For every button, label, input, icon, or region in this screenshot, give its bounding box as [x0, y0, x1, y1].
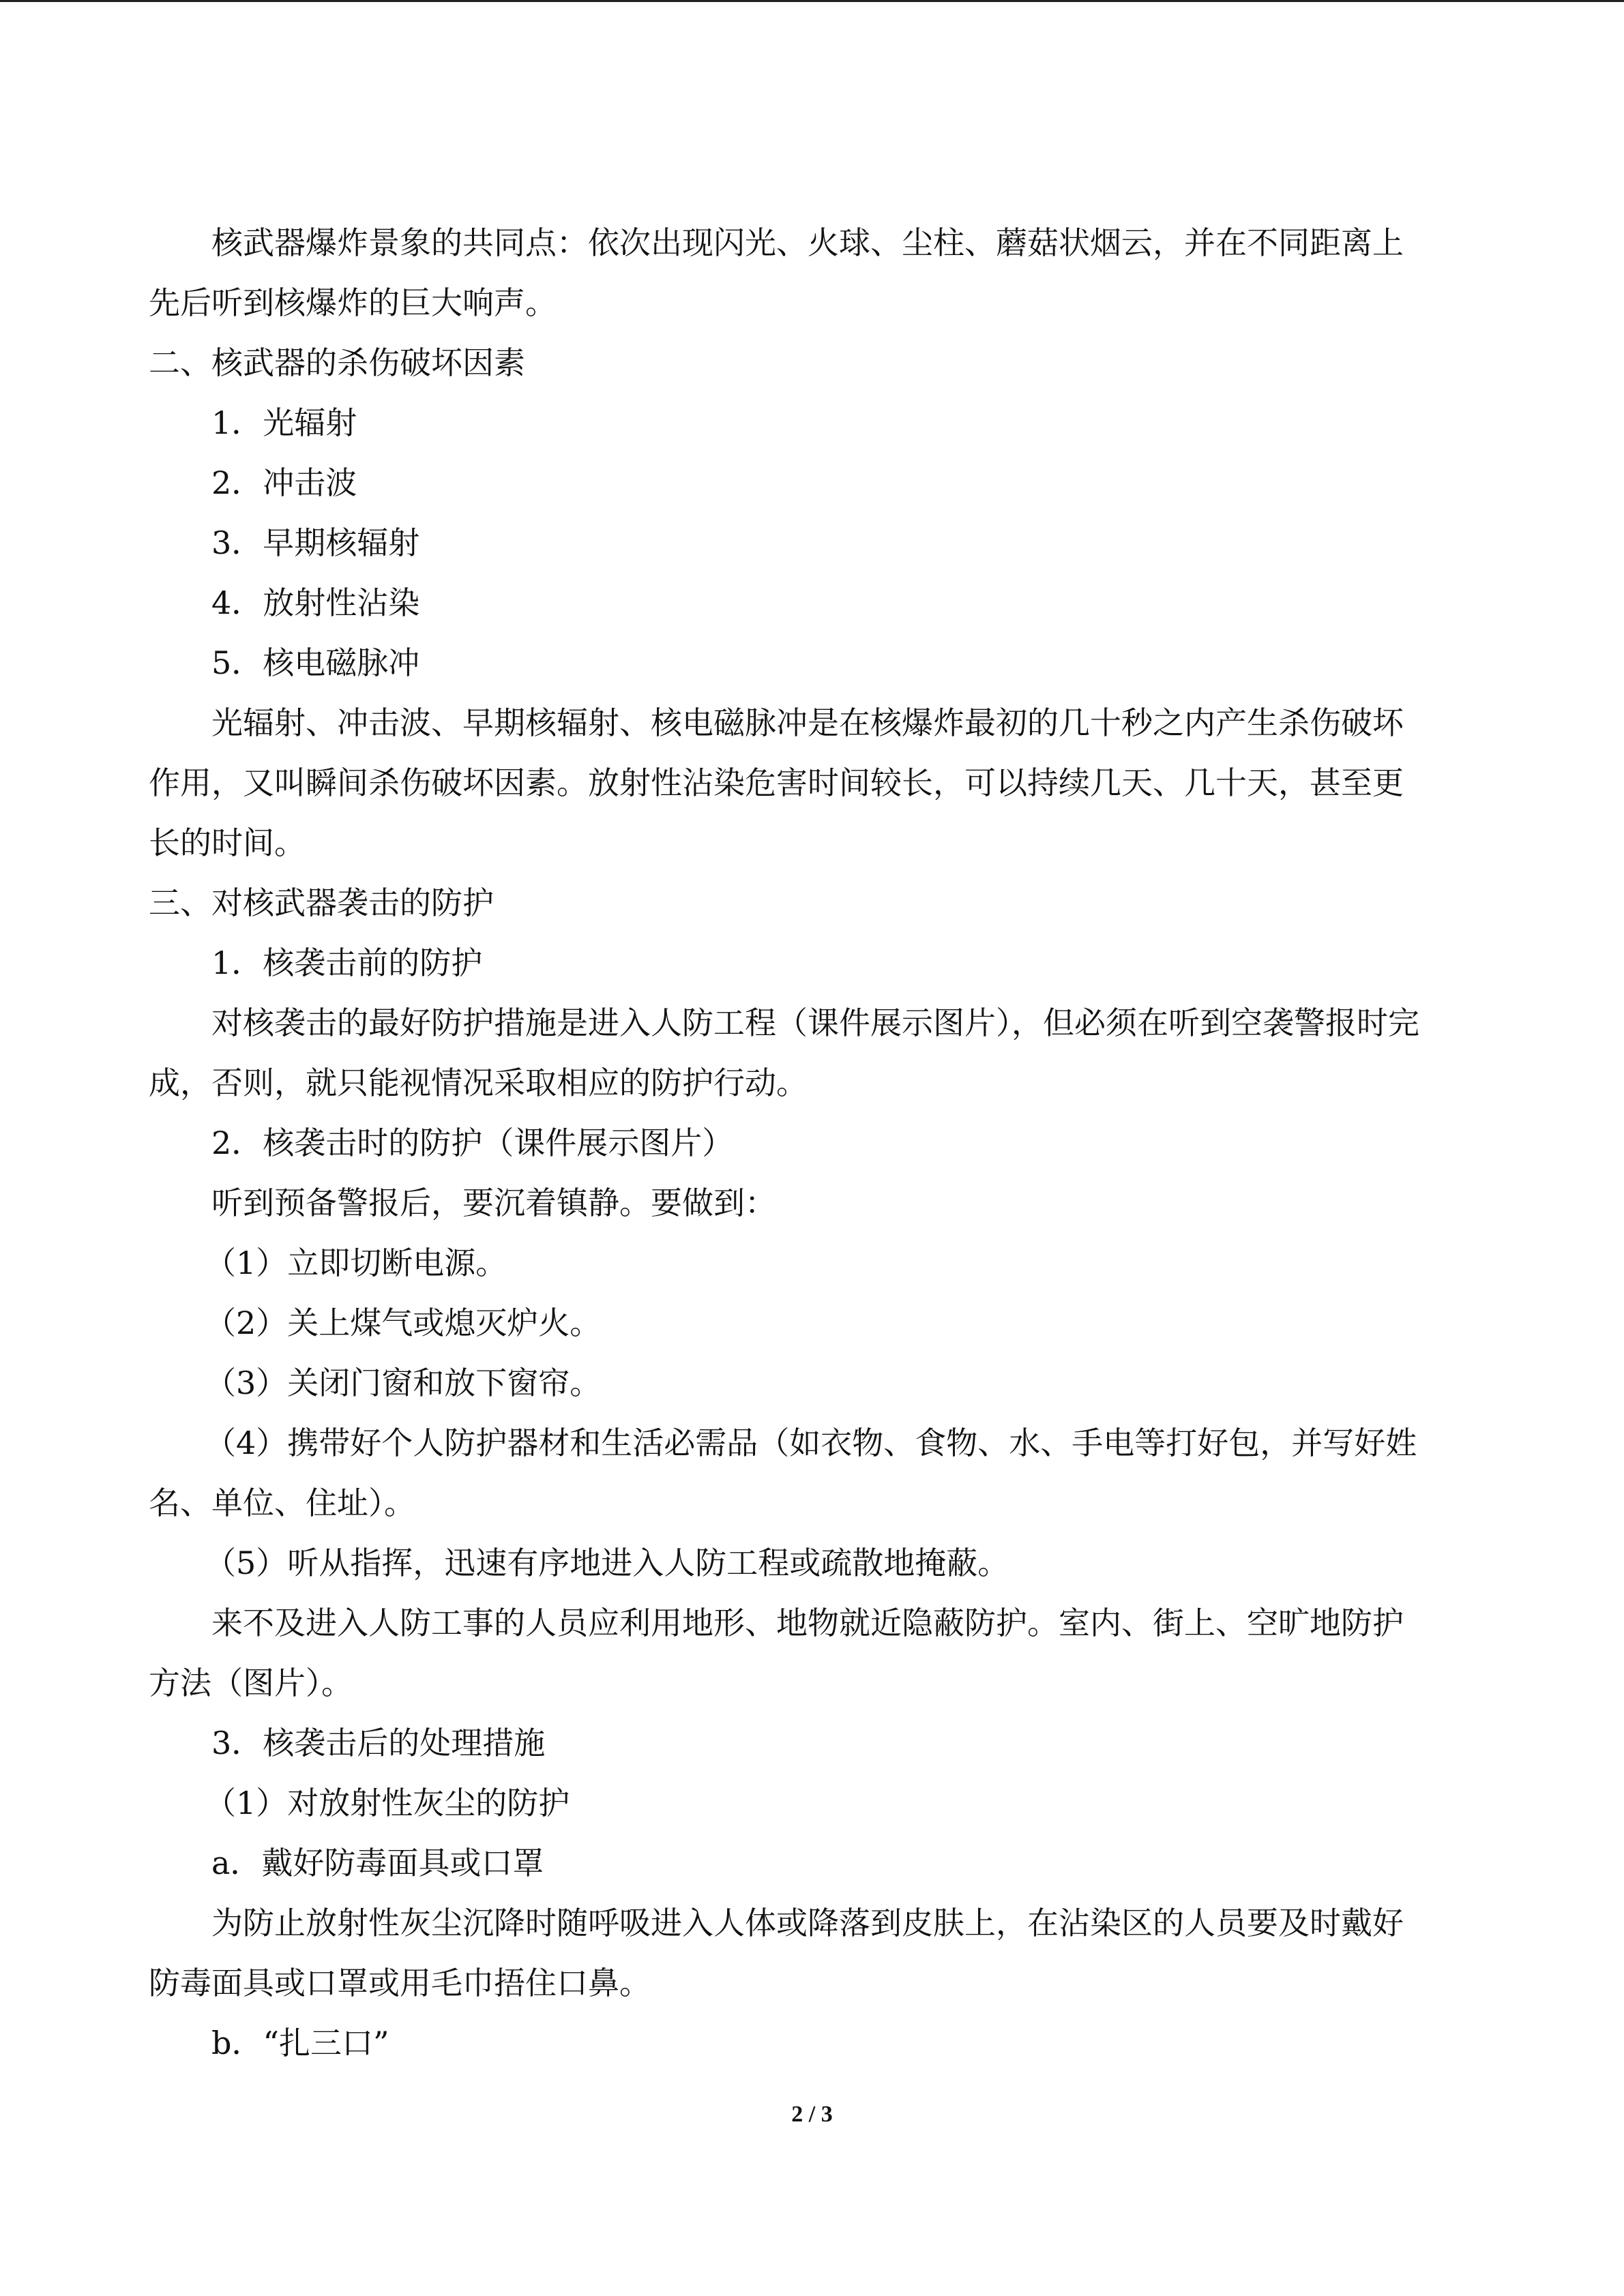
- text-line: 作用，又叫瞬间杀伤破坏因素。放射性沾染危害时间较长，可以持续几天、几十天，甚至更: [149, 764, 1404, 801]
- text-line: 1．光辐射: [211, 404, 357, 441]
- text-line: 1．核袭击前的防护: [211, 944, 483, 981]
- top-border-line: [0, 0, 1624, 2]
- text-line: 4．放射性沾染: [211, 584, 420, 621]
- text-line: （1）立即切断电源。: [205, 1244, 507, 1281]
- text-line: b．“扎三口”: [211, 2025, 389, 2061]
- text-line: 对核袭击的最好防护措施是进入人防工程（课件展示图片），但必须在听到空袭警报时完: [211, 1004, 1419, 1041]
- text-line: 光辐射、冲击波、早期核辐射、核电磁脉冲是在核爆炸最初的几十秒之内产生杀伤破坏: [211, 704, 1404, 741]
- text-line: 方法（图片）。: [149, 1665, 353, 1701]
- text-line: （3）关闭门窗和放下窗帘。: [205, 1365, 602, 1401]
- text-line: 为防止放射性灰尘沉降时随呼吸进入人体或降落到皮肤上，在沾染区的人员要及时戴好: [211, 1905, 1404, 1941]
- document-body: [149, 213, 1475, 2073]
- text-line: 2．冲击波: [211, 464, 357, 501]
- text-line: 三、对核武器袭击的防护: [149, 884, 494, 921]
- text-line: （4）携带好个人防护器材和生活必需品（如衣物、食物、水、手电等打好包，并写好姓: [205, 1425, 1417, 1461]
- page-number: 2 / 3: [791, 2102, 833, 2127]
- text-line: a．戴好防毒面具或口罩: [211, 1845, 544, 1881]
- text-line: 防毒面具或口罩或用毛巾捂住口鼻。: [149, 1965, 651, 2001]
- text-line: 5．核电磁脉冲: [211, 644, 420, 681]
- text-line: 3．早期核辐射: [211, 524, 420, 561]
- text-line: 先后听到核爆炸的巨大响声。: [149, 284, 557, 321]
- text-line: （1）对放射性灰尘的防护: [205, 1785, 570, 1821]
- text-line: 二、核武器的杀伤破坏因素: [149, 344, 525, 381]
- text-line: 长的时间。: [149, 824, 306, 861]
- text-line: 来不及进入人防工事的人员应利用地形、地物就近隐蔽防护。室内、街上、空旷地防护: [211, 1605, 1404, 1641]
- text-line: 成，否则，就只能视情况采取相应的防护行动。: [149, 1064, 808, 1101]
- text-line: 3．核袭击后的处理措施: [211, 1725, 546, 1761]
- text-line: 核武器爆炸景象的共同点：依次出现闪光、火球、尘柱、蘑菇状烟云，并在不同距离上: [211, 224, 1404, 261]
- text-line: 听到预备警报后，要沉着镇静。要做到：: [211, 1184, 776, 1221]
- text-line: （5）听从指挥，迅速有序地进入人防工程或疏散地掩蔽。: [205, 1545, 1009, 1581]
- text-line: 2．核袭击时的防护（课件展示图片）: [211, 1124, 734, 1161]
- text-line: 名、单位、住址）。: [149, 1485, 415, 1521]
- text-line: （2）关上煤气或熄灭炉火。: [205, 1304, 602, 1341]
